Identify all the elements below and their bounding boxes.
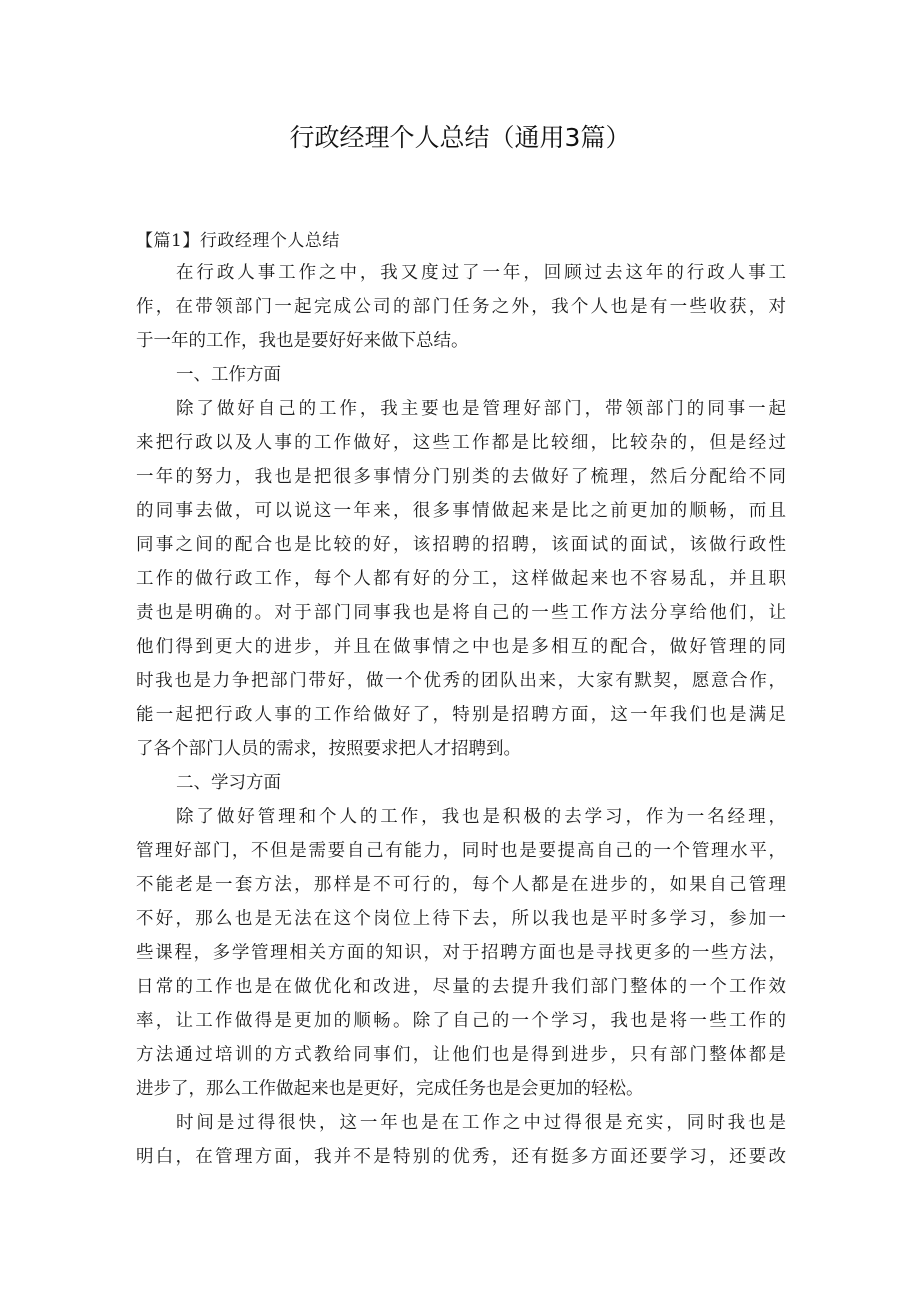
paragraph-line: 除了做好自己的工作，我主要也是管理好部门，带领部门的同事一起 (176, 399, 786, 419)
paragraph-line: 他们得到更大的进步，并且在做事情之中也是多相互的配合，做好管理的同 (136, 637, 786, 657)
paragraph-line: 了各个部门人员的需求，按照要求把人才招聘到。 (136, 739, 521, 759)
paragraph-line: 不能老是一套方法，那样是不可行的，每个人都是在进步的，如果自己管理 (136, 875, 786, 895)
paragraph-line: 来把行政以及人事的工作做好，这些工作都是比较细，比较杂的，但是经过 (136, 433, 786, 453)
paragraph-line: 不好，那么也是无法在这个岗位上待下去，所以我也是平时多学习，参加一 (136, 909, 786, 929)
closing-paragraph (136, 1106, 786, 1174)
subheading-study: 二、学习方面 (176, 773, 281, 793)
paragraph-line: 作，在带领部门一起完成公司的部门任务之外，我个人也是有一些收获，对 (136, 297, 786, 317)
study-paragraph (136, 800, 786, 1106)
paragraph-line: 能一起把行政人事的工作给做好了，特别是招聘方面，这一年我们也是满足 (136, 705, 786, 725)
document-body (136, 226, 786, 1174)
section-heading: 【篇1】行政经理个人总结 (136, 231, 340, 251)
paragraph-line: 明白，在管理方面，我并不是特别的优秀，还有挺多方面还要学习，还要改 (136, 1147, 786, 1167)
document-title: 行政经理个人总结（通用3篇） (289, 123, 631, 152)
work-paragraph (136, 392, 786, 766)
paragraph-line: 日常的工作也是在做优化和改进，尽量的去提升我们部门整体的一个工作效 (136, 977, 786, 997)
paragraph-line: 时间是过得很快，这一年也是在工作之中过得很是充实，同时我也是 (176, 1113, 786, 1133)
paragraph-line: 于一年的工作，我也是要好好来做下总结。 (136, 331, 469, 351)
paragraph-line: 工作的做行政工作，每个人都有好的分工，这样做起来也不容易乱，并且职 (136, 569, 786, 589)
paragraph-line: 在行政人事工作之中，我又度过了一年，回顾过去这年的行政人事工 (176, 263, 786, 283)
paragraph-line: 进步了，那么工作做起来也是更好，完成任务也是会更加的轻松。 (136, 1079, 644, 1099)
paragraph-line: 一年的努力，我也是把很多事情分门别类的去做好了梳理，然后分配给不同 (136, 467, 786, 487)
paragraph-line: 率，让工作做得是更加的顺畅。除了自己的一个学习，我也是将一些工作的 (136, 1011, 786, 1031)
paragraph-line: 除了做好管理和个人的工作，我也是积极的去学习，作为一名经理， (176, 807, 786, 827)
paragraph-line: 时我也是力争把部门带好，做一个优秀的团队出来，大家有默契，愿意合作， (136, 671, 786, 691)
paragraph-line: 的同事去做，可以说这一年来，很多事情做起来是比之前更加的顺畅，而且 (136, 501, 786, 521)
paragraph-line: 责也是明确的。对于部门同事我也是将自己的一些工作方法分享给他们，让 (136, 603, 786, 623)
paragraph-line: 些课程，多学管理相关方面的知识，对于招聘方面也是寻找更多的一些方法， (136, 943, 786, 963)
paragraph-line: 方法通过培训的方式教给同事们，让他们也是得到进步，只有部门整体都是 (136, 1045, 786, 1065)
paragraph-line: 同事之间的配合也是比较的好，该招聘的招聘，该面试的面试，该做行政性 (136, 535, 786, 555)
subheading-work: 一、工作方面 (176, 365, 281, 385)
intro-paragraph (136, 256, 786, 358)
paragraph-line: 管理好部门，不但是需要自己有能力，同时也是要提高自己的一个管理水平， (136, 841, 786, 861)
